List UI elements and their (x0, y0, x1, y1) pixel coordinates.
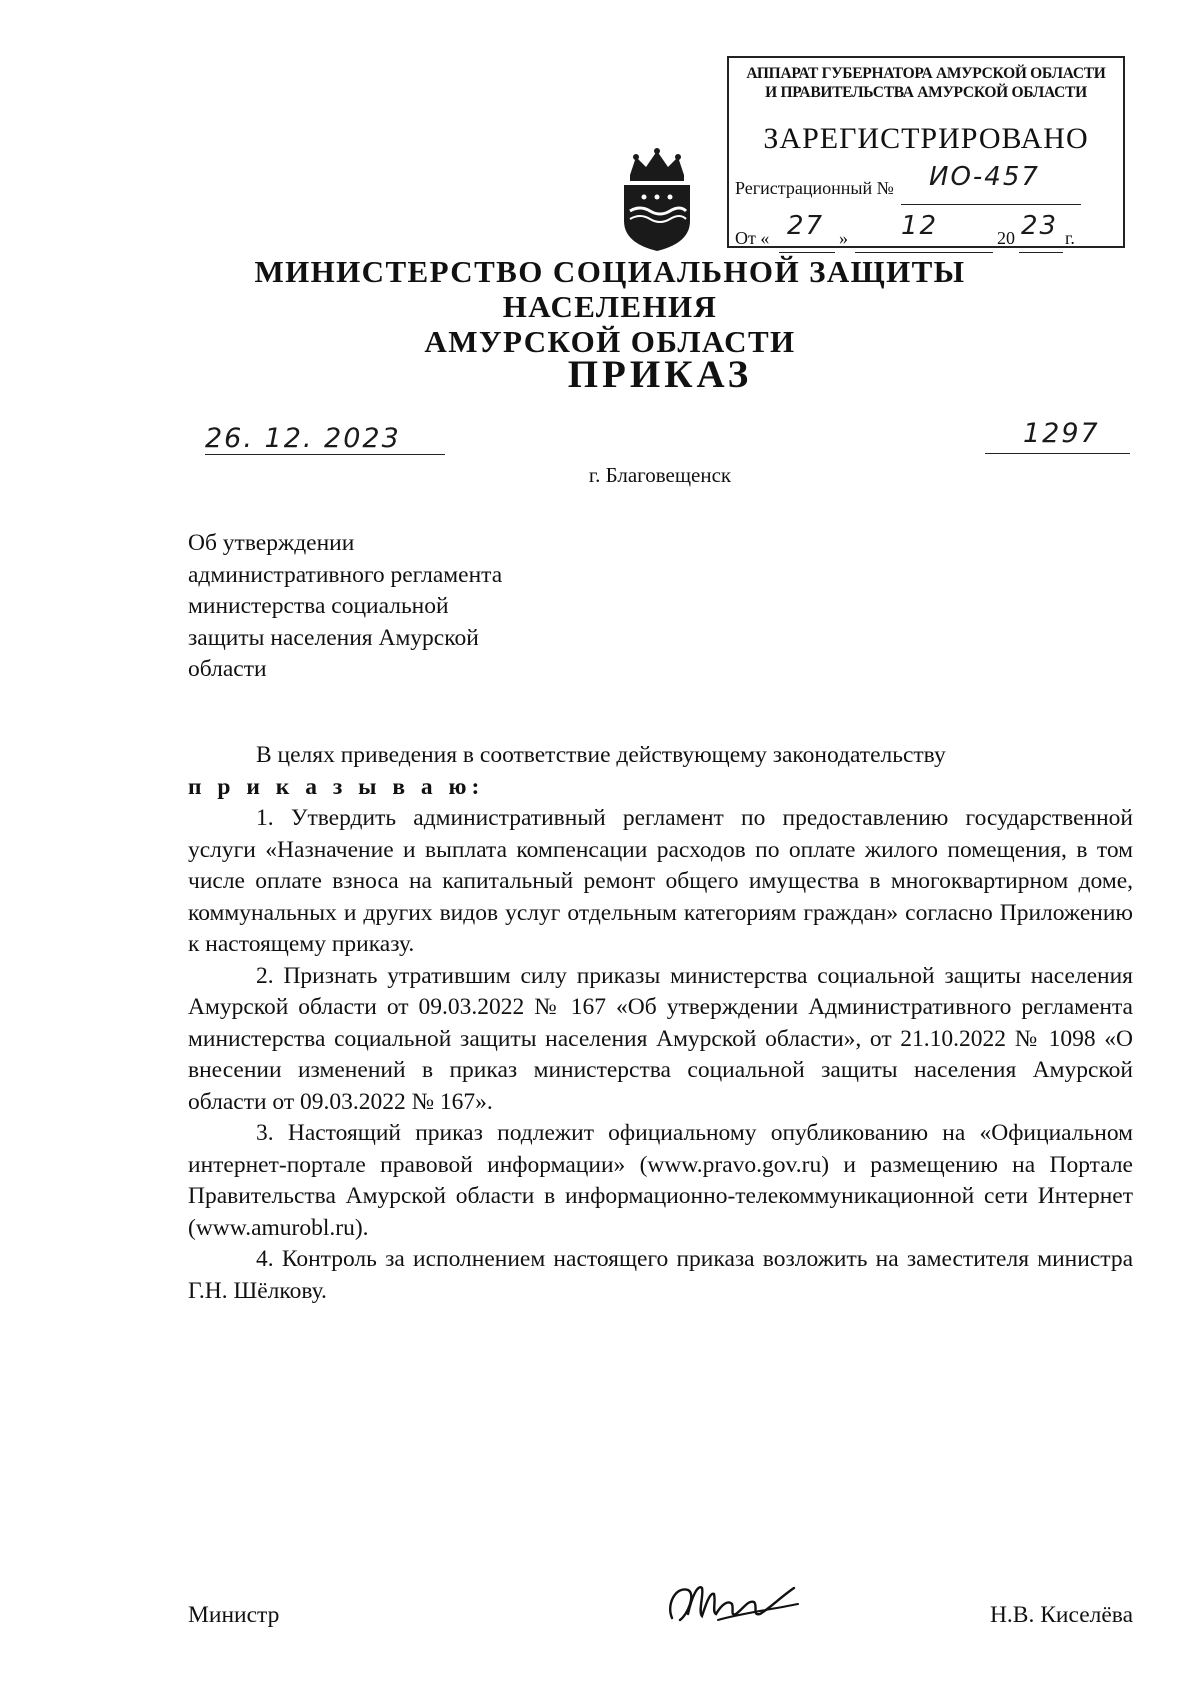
subject-line: Об утверждении (188, 530, 355, 556)
handwritten-signature (658, 1574, 808, 1634)
stamp-day: 27 (787, 211, 825, 241)
stamp-date-prefix: От « (735, 228, 770, 248)
signer-role: Министр (188, 1602, 280, 1628)
stamp-year-suffix: г. (1065, 228, 1075, 248)
stamp-year: 23 (1021, 211, 1059, 241)
order-number-field (985, 415, 1130, 451)
order-subject (188, 528, 588, 686)
order-item-4: 4. Контроль за исполнением настоящего приказа возложить на заместителя министра Г.Н. Шёлкову. (188, 1246, 1133, 1304)
order-date-field (205, 420, 445, 456)
stamp-date-line (735, 228, 769, 249)
order-body (188, 740, 1133, 1307)
subject-line: министерства социальной (188, 593, 449, 619)
stamp-month: 12 (901, 211, 939, 241)
city-label: г. Благовещенск (588, 463, 732, 487)
order-item-3: 3. Настоящий приказ подлежит официальному опубликованию на «Официальном интернет-портале правовой информации» (www.pravo.gov.ru) и размещению на Портале Правительства Амурской области в информационно-телекоммуникационной сети Интернет (www.amurobl.ru). (188, 1120, 1133, 1241)
stamp-year-prefix: 20 (997, 228, 1015, 248)
stamp-reg-number: ИО-457 (929, 162, 1040, 192)
subject-line: административного регламента (188, 561, 503, 588)
order-item-2: 2. Признать утратившим силу приказы министерства социальной защиты населения Амурской области от 09.03.2022 № 167 «Об утверждении Административного регламента министерства социальной защиты населения Амурской области», от 21.10.2022 № 1098 «О внесении изменений в приказ министерства социальной защиты населения Амурской области от 09.03.2022 № 167». (188, 962, 1133, 1115)
document-type-title: ПРИКАЗ (567, 353, 753, 396)
order-number: 1297 (1023, 418, 1100, 449)
signature-block (188, 1590, 1133, 1650)
order-item-1: 1. Утвердить административный регламент по предоставлению государственной услуги «Назначение и выплата компенсации расходов по оплате жилого помещения, в том числе оплате взноса на капитальный ремонт общего имущества в многоквартирном доме, коммунальных и других видов услуг отдельным категориям граждан» согласно Приложению к настоящему приказу. (188, 805, 1133, 957)
stamp-org-line-2: И ПРАВИТЕЛЬСТВА АМУРСКОЙ ОБЛАСТИ (765, 84, 1087, 101)
order-word: п р и к а з ы в а ю: (188, 773, 485, 800)
stamp-status: ЗАРЕГИСТРИРОВАНО (763, 122, 1089, 155)
ministry-heading (150, 254, 1070, 359)
subject-line: области (188, 656, 267, 682)
stamp-org-line-1: АППАРАТ ГУБЕРНАТОРА АМУРСКОЙ ОБЛАСТИ (746, 65, 1106, 82)
stamp-reg-number-line (735, 178, 894, 199)
order-date: 26. 12. 2023 (205, 423, 401, 454)
stamp-reg-label: Регистрационный № (735, 178, 894, 198)
ministry-line-2: АМУРСКОЙ ОБЛАСТИ (424, 324, 796, 359)
coat-of-arms-icon (616, 145, 698, 253)
subject-line: защиты населения Амурской (188, 624, 479, 651)
ministry-line-1: МИНИСТЕРСТВО СОЦИАЛЬНОЙ ЗАЩИТЫ НАСЕЛЕНИЯ (254, 254, 966, 324)
stamp-organization (735, 64, 1117, 102)
preamble-paragraph: В целях приведения в соответствие действующему законодательству (256, 742, 946, 768)
registration-stamp (727, 56, 1125, 248)
stamp-day-close: » (839, 228, 848, 248)
signer-name: Н.В. Киселёва (989, 1602, 1133, 1628)
